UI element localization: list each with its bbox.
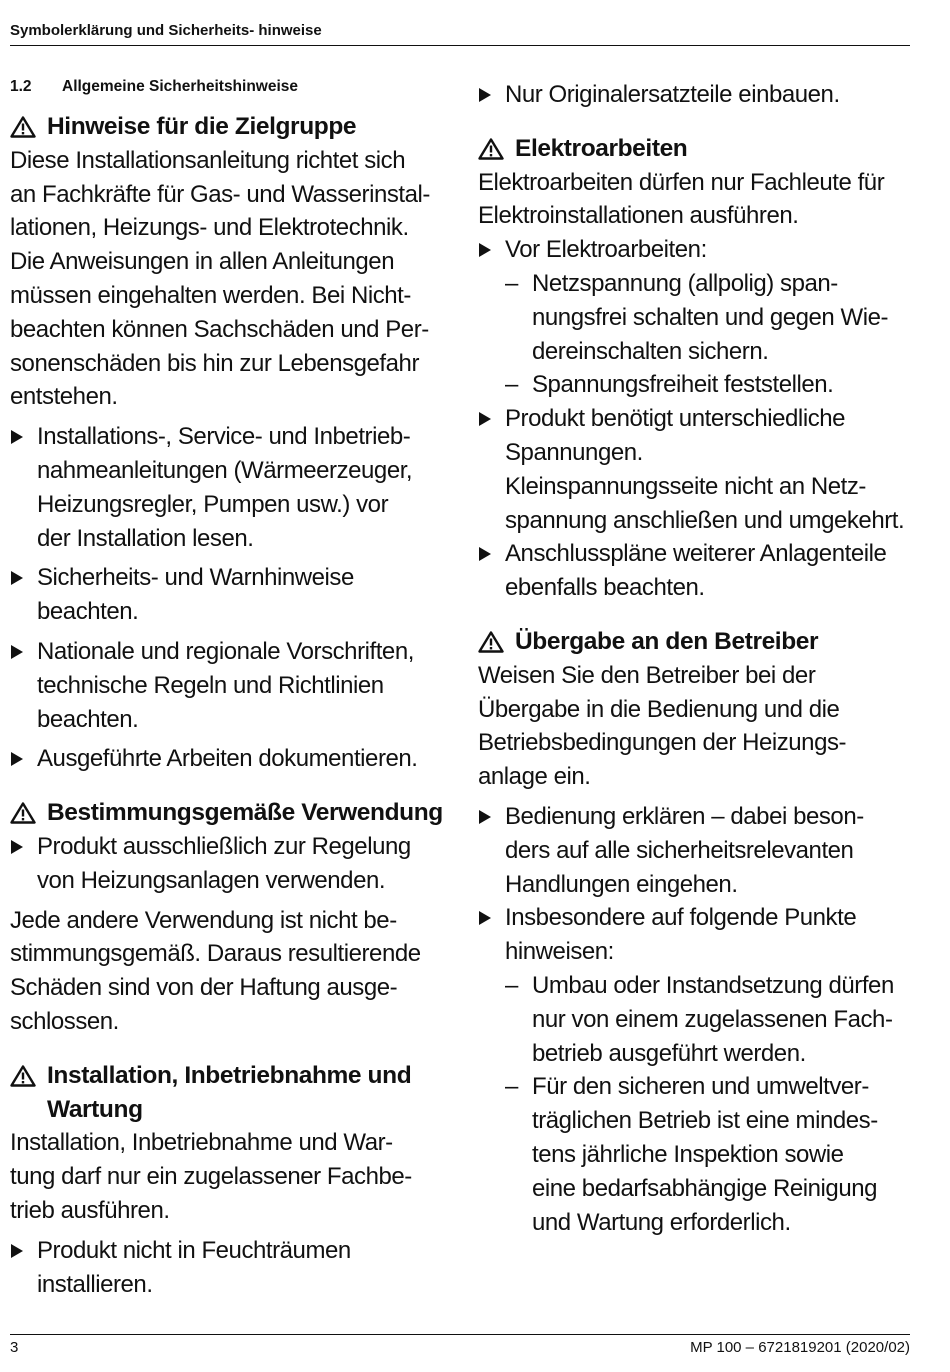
dash-item: – Spannungsfreiheit feststellen. xyxy=(505,371,834,399)
section-heading xyxy=(10,78,450,96)
dash-item: – Für den sicheren und umweltver- träglichen Betrieb ist eine mindes- tens jährliche Inspektion sowie eine bedarfsabhängige Reinigung und Wartung erforderlich. xyxy=(505,1073,878,1236)
list-item: Nur Originalersatzteile einbauen. xyxy=(478,78,916,112)
paragraph-uebergabe: Weisen Sie den Betreiber bei der Übergabe in die Bedienung und die Betriebsbedingungen der Heizungs- anlage ein. xyxy=(478,661,847,791)
list-item: Nationale und regionale Vorschriften, technische Regeln und Richtlinien beachten. xyxy=(10,635,450,736)
list-item: Vor Elektroarbeiten: xyxy=(478,233,916,267)
dash-item: – Umbau oder Instandsetzung dürfen nur von einem zugelassenen Fach- betrieb ausgeführt werden. xyxy=(505,971,894,1067)
bullet-triangle-icon xyxy=(10,839,24,855)
heading-elektroarbeiten: Elektroarbeiten xyxy=(478,132,916,166)
page-footer xyxy=(10,1334,910,1356)
bullet-triangle-icon xyxy=(10,570,24,586)
section-title: Allgemeine Sicherheitshinweise xyxy=(62,78,299,95)
section-number: 1.2 xyxy=(10,78,32,95)
warning-triangle-icon xyxy=(478,631,504,653)
bullet-triangle-icon xyxy=(478,411,492,427)
list-item: Anschlusspläne weiterer Anlagenteile ebenfalls beachten. xyxy=(478,537,916,605)
left-column xyxy=(10,78,450,1301)
bullet-triangle-icon xyxy=(478,809,492,825)
warning-triangle-icon xyxy=(478,138,504,160)
right-column xyxy=(478,78,916,1239)
heading-uebergabe: Übergabe an den Betreiber xyxy=(478,625,916,659)
list-item: Produkt ausschließlich zur Regelung von Heizungsanlagen verwenden. xyxy=(10,830,450,898)
warning-triangle-icon xyxy=(10,802,36,824)
heading-verwendung: Bestimmungsgemäße Verwendung xyxy=(10,796,450,830)
page-header xyxy=(10,22,910,46)
list-item: Ausgeführte Arbeiten dokumentieren. xyxy=(10,742,450,776)
bullet-triangle-icon xyxy=(10,429,24,445)
list-item: Installations-, Service- und Inbetrieb- nahmeanleitungen (Wärmeerzeuger, Heizungsregler, Pumpen usw.) vor der Installation lesen. xyxy=(10,420,450,555)
list-item: Bedienung erklären – dabei beson- ders auf alle sicherheitsrelevanten Handlungen eingehen. xyxy=(478,800,916,901)
paragraph-elektroarbeiten: Elektroarbeiten dürfen nur Fachleute für Elektroinstallationen ausführen. xyxy=(478,168,885,230)
heading-zielgruppe: Hinweise für die Zielgruppe xyxy=(10,110,450,144)
list-item: Insbesondere auf folgende Punkte hinweisen: xyxy=(478,901,916,969)
warning-triangle-icon xyxy=(10,116,36,138)
list-item: Produkt benötigt unterschiedliche Spannungen. Kleinspannungsseite nicht an Netz- spannung anschließen und umgekehrt. xyxy=(478,402,916,537)
bullet-triangle-icon xyxy=(10,644,24,660)
heading-installation: Installation, Inbetriebnahme und Wartung xyxy=(10,1059,450,1127)
page-number: 3 xyxy=(10,1339,19,1356)
dash-item: – Netzspannung (allpolig) span- nungsfrei schalten und gegen Wie- dereinschalten sichern. xyxy=(505,269,889,365)
list-item: Produkt nicht in Feuchträumen installieren. xyxy=(10,1234,450,1302)
bullet-triangle-icon xyxy=(10,1243,24,1259)
paragraph-zielgruppe: Diese Installationsanleitung richtet sich an Fachkräfte für Gas- und Wasserinstal- lationen, Heizungs- und Elektrotechnik. Die Anweisungen in allen Anleitungen müssen eingehalten werden. Bei Nicht- beachten können Sachschäden und Per- sonenschäden bis hin zur Lebensgefahr entstehen. xyxy=(10,146,430,411)
paragraph-verwendung: Jede andere Verwendung ist nicht be- stimmungsgemäß. Daraus resultierende Schäden sind von der Haftung ausge- schlossen. xyxy=(10,906,421,1035)
bullet-triangle-icon xyxy=(478,242,492,258)
header-title: Symbolerklärung und Sicherheits- hinweise xyxy=(10,22,322,39)
bullet-triangle-icon xyxy=(478,910,492,926)
bullet-triangle-icon xyxy=(10,751,24,767)
warning-triangle-icon xyxy=(10,1065,36,1087)
document-id: MP 100 – 6721819201 (2020/02) xyxy=(690,1339,910,1356)
bullet-triangle-icon xyxy=(478,87,492,103)
list-item: Sicherheits- und Warnhinweise beachten. xyxy=(10,561,450,629)
bullet-triangle-icon xyxy=(478,546,492,562)
paragraph-installation: Installation, Inbetriebnahme und War- tung darf nur ein zugelassener Fachbe- trieb ausführen. xyxy=(10,1129,412,1224)
